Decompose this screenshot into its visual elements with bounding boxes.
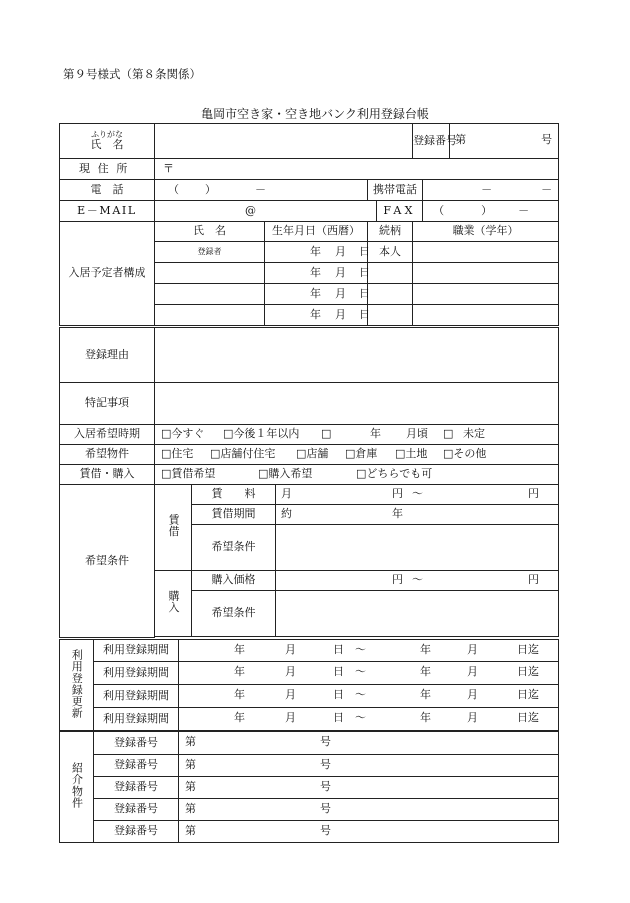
relation-field[interactable]: [368, 263, 413, 284]
fax-label: FAX: [377, 201, 423, 222]
intro-reg-no-field[interactable]: 第 号: [179, 777, 559, 799]
resident-name-field[interactable]: [155, 263, 265, 284]
property-house-checkbox[interactable]: □住宅: [161, 447, 194, 460]
birth-field[interactable]: 年 月 日: [265, 242, 368, 263]
address-field[interactable]: [155, 159, 559, 180]
registration-table-middle: [59, 327, 559, 638]
lease-buy-options: [155, 465, 559, 485]
email-label: E－MAIL: [60, 201, 155, 222]
renewal-period-field[interactable]: 年 月 日 ～ 年 月 日迄: [179, 708, 559, 731]
either-checkbox[interactable]: □どちらでも可: [356, 467, 433, 480]
renewal-period-field[interactable]: 年 月 日 ～ 年 月 日迄: [179, 685, 559, 708]
price-field[interactable]: 円 ～ 円: [276, 571, 559, 591]
property-type-label: 希望物件: [60, 445, 155, 465]
renewal-period-field[interactable]: 年 月 日 ～ 年 月 日迄: [179, 640, 559, 662]
col-job-header: 職業（学年）: [413, 222, 559, 242]
intro-reg-no-label: 登録番号: [94, 755, 179, 777]
job-field[interactable]: [413, 284, 559, 305]
intro-reg-no-label: 登録番号: [94, 799, 179, 821]
intro-reg-no-field[interactable]: 第 号: [179, 799, 559, 821]
fax-field[interactable]: （ ） －: [423, 201, 559, 222]
price-label: 購入価格: [192, 571, 276, 591]
intro-reg-no-field[interactable]: 第 号: [179, 755, 559, 777]
name-label: 氏 名: [90, 138, 124, 152]
intro-table: [59, 731, 559, 843]
name-label-cell: [60, 124, 155, 159]
renewal-period-field[interactable]: 年 月 日 ～ 年 月 日迄: [179, 662, 559, 685]
mobile-label: 携帯電話: [368, 180, 423, 201]
property-type-options: [155, 445, 559, 465]
resident-name-field[interactable]: [155, 305, 265, 326]
property-land-checkbox[interactable]: □土地: [395, 447, 428, 460]
property-shop-house-checkbox[interactable]: □店舗付住宅: [210, 447, 276, 460]
birth-field[interactable]: 年 月 日: [265, 263, 368, 284]
buy-checkbox[interactable]: □購入希望: [258, 467, 313, 480]
move-in-options: □今すぐ □今後１年以内 □ 年 月頃 □ 未定: [155, 425, 559, 445]
renewal-period-label: 利用登録期間: [94, 685, 179, 708]
reg-no-label: 登録番号: [413, 124, 450, 159]
rent-field[interactable]: 月 円 ～ 円: [276, 485, 559, 505]
reason-field[interactable]: [155, 328, 559, 383]
residents-label: 入居予定者構成: [60, 222, 155, 326]
birth-field[interactable]: 年 月 日: [265, 305, 368, 326]
lease-buy-label: 賃借・購入: [60, 465, 155, 485]
renewal-period-label: 利用登録期間: [94, 708, 179, 731]
job-field[interactable]: [413, 263, 559, 284]
resident-name-field[interactable]: [155, 284, 265, 305]
buy-conditions-field[interactable]: [276, 591, 559, 637]
registrant-label: 登録者: [155, 242, 265, 263]
email-field[interactable]: [155, 201, 377, 222]
move-in-label: 入居希望時期: [60, 425, 155, 445]
notes-field[interactable]: [155, 383, 559, 425]
intro-reg-no-field[interactable]: 第 号: [179, 732, 559, 755]
lease-checkbox[interactable]: □賃借希望: [161, 467, 216, 480]
move-in-year-checkbox[interactable]: □今後１年以内: [223, 427, 300, 440]
phone-field[interactable]: （ ） －: [155, 180, 368, 201]
job-field[interactable]: [413, 242, 559, 263]
lease-period-field[interactable]: 約 年: [276, 505, 559, 525]
renewal-table: [59, 639, 559, 731]
buy-conditions-label: 希望条件: [192, 591, 276, 637]
intro-reg-no-label: 登録番号: [94, 777, 179, 799]
lease-conditions-field[interactable]: [276, 525, 559, 571]
reg-no-field[interactable]: [450, 124, 559, 159]
conditions-label: 希望条件: [60, 485, 155, 638]
document-title: 亀岡市空き家・空き地バンク利用登録台帳: [201, 107, 429, 121]
renewal-period-label: 利用登録期間: [94, 662, 179, 685]
renewal-label: 利用登録更新: [60, 640, 94, 731]
self-label: 本人: [368, 242, 413, 263]
form-number-label: 第９号様式（第８条関係）: [63, 67, 201, 81]
relation-field[interactable]: [368, 305, 413, 326]
reg-no-suffix: 号: [541, 133, 553, 146]
name-field[interactable]: [155, 124, 413, 159]
col-name-header: 氏 名: [155, 222, 265, 242]
intro-label: 紹介物件: [60, 732, 94, 843]
intro-reg-no-label: 登録番号: [94, 821, 179, 843]
buy-group-label: 購入: [155, 571, 192, 637]
col-birth-header: 生年月日（西暦）: [265, 222, 368, 242]
phone-label: 電 話: [60, 180, 155, 201]
move-in-date-checkbox[interactable]: □: [321, 427, 332, 440]
lease-period-label: 賃借期間: [192, 505, 276, 525]
property-shop-checkbox[interactable]: □店舗: [296, 447, 329, 460]
property-warehouse-checkbox[interactable]: □倉庫: [345, 447, 378, 460]
rent-label: 賃 料: [192, 485, 276, 505]
job-field[interactable]: [413, 305, 559, 326]
col-relation-header: 続柄: [368, 222, 413, 242]
property-other-checkbox[interactable]: □その他: [443, 447, 487, 460]
renewal-period-label: 利用登録期間: [94, 640, 179, 662]
notes-label: 特記事項: [60, 383, 155, 425]
furigana-label: ふりがな: [91, 129, 123, 139]
postal-mark: 〒: [163, 162, 174, 175]
intro-reg-no-label: 登録番号: [94, 732, 179, 755]
registration-table-upper: [59, 123, 559, 326]
email-at: @: [245, 204, 256, 217]
birth-field[interactable]: 年 月 日: [265, 284, 368, 305]
lease-group-label: 賃借: [155, 485, 192, 571]
relation-field[interactable]: [368, 284, 413, 305]
move-in-now-checkbox[interactable]: □今すぐ: [161, 427, 205, 440]
intro-reg-no-field[interactable]: 第 号: [179, 821, 559, 843]
move-in-undecided-checkbox[interactable]: □: [443, 427, 454, 440]
reason-label: 登録理由: [60, 328, 155, 383]
mobile-field[interactable]: － －: [423, 180, 559, 201]
address-label: 現住所: [60, 159, 155, 180]
reg-no-prefix: 第: [455, 133, 467, 146]
lease-conditions-label: 希望条件: [192, 525, 276, 571]
